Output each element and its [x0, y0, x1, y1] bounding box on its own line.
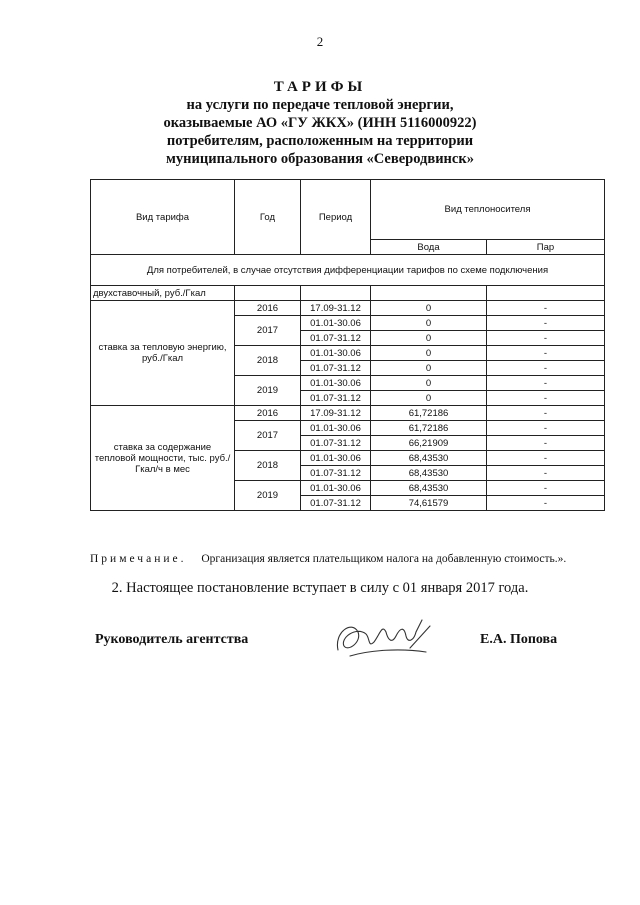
period-cell: 01.07-31.12	[301, 361, 371, 376]
year-cell: 2019	[235, 481, 301, 511]
period-cell: 17.09-31.12	[301, 301, 371, 316]
water-cell: 0	[371, 316, 487, 331]
year-cell: 2016	[235, 406, 301, 421]
steam-cell: -	[487, 301, 605, 316]
year-cell: 2017	[235, 421, 301, 451]
tariffs-table	[90, 179, 605, 511]
note	[90, 553, 610, 565]
effective-date-clause: 2. Настоящее постановление вступает в силу с 01 января 2017 года.	[111, 580, 529, 596]
period-cell: 17.09-31.12	[301, 406, 371, 421]
steam-cell: -	[487, 496, 605, 511]
title-line-4: муниципального образования «Северодвинск»	[166, 151, 474, 167]
signatory-name: Е.А. Попова	[480, 632, 558, 647]
header-year: Год	[235, 180, 301, 255]
water-cell: 61,72186	[371, 406, 487, 421]
empty-cell	[301, 286, 371, 301]
page-number: 2	[316, 34, 324, 49]
note-text: Организация является плательщиком налога на добавленную стоимость.».	[201, 553, 567, 565]
period-cell: 01.01-30.06	[301, 451, 371, 466]
steam-cell: -	[487, 451, 605, 466]
period-cell: 01.07-31.12	[301, 331, 371, 346]
title-line-1: на услуги по передаче тепловой энергии,	[186, 97, 454, 113]
table-row	[91, 406, 605, 421]
period-cell: 01.01-30.06	[301, 376, 371, 391]
title-line-2: оказываемые АО «ГУ ЖКХ» (ИНН 5116000922)	[163, 115, 477, 131]
water-cell: 68,43530	[371, 481, 487, 496]
steam-cell: -	[487, 436, 605, 451]
year-cell: 2019	[235, 376, 301, 406]
title-line-3: потребителям, расположенным на территории	[166, 133, 474, 149]
document-title	[60, 78, 580, 168]
steam-cell: -	[487, 406, 605, 421]
period-cell: 01.07-31.12	[301, 436, 371, 451]
water-cell: 0	[371, 361, 487, 376]
note-label: Примечание.	[90, 553, 187, 565]
header-water: Вода	[371, 240, 487, 255]
year-cell: 2018	[235, 451, 301, 481]
header-period: Период	[301, 180, 371, 255]
steam-cell: -	[487, 316, 605, 331]
period-cell: 01.07-31.12	[301, 466, 371, 481]
period-cell: 01.07-31.12	[301, 496, 371, 511]
period-cell: 01.01-30.06	[301, 346, 371, 361]
water-cell: 0	[371, 346, 487, 361]
steam-cell: -	[487, 376, 605, 391]
two-part-label: двухставочный, руб./Гкал	[91, 286, 235, 301]
steam-cell: -	[487, 421, 605, 436]
header-carrier: Вид теплоносителя	[371, 180, 605, 240]
water-cell: 0	[371, 331, 487, 346]
period-cell: 01.07-31.12	[301, 391, 371, 406]
title-main: ТАРИФЫ	[273, 79, 367, 95]
steam-cell: -	[487, 361, 605, 376]
empty-cell	[371, 286, 487, 301]
table-row	[91, 301, 605, 316]
water-cell: 0	[371, 391, 487, 406]
section-label: ставка за тепловую энергию, руб./Гкал	[91, 301, 235, 406]
empty-cell	[235, 286, 301, 301]
period-cell: 01.01-30.06	[301, 316, 371, 331]
steam-cell: -	[487, 391, 605, 406]
header-steam: Пар	[487, 240, 605, 255]
steam-cell: -	[487, 331, 605, 346]
water-cell: 0	[371, 376, 487, 391]
handwritten-signature	[330, 612, 440, 662]
header-tariff-type: Вид тарифа	[91, 180, 235, 255]
empty-cell	[487, 286, 605, 301]
period-cell: 01.01-30.06	[301, 481, 371, 496]
steam-cell: -	[487, 466, 605, 481]
year-cell: 2017	[235, 316, 301, 346]
water-cell: 0	[371, 301, 487, 316]
water-cell: 68,43530	[371, 451, 487, 466]
section-label: ставка за содержание тепловой мощности, тыс. руб./Гкал/ч в мес	[91, 406, 235, 511]
group-label: Для потребителей, в случае отсутствия дифференциации тарифов по схеме подключения	[91, 255, 605, 286]
steam-cell: -	[487, 481, 605, 496]
year-cell: 2018	[235, 346, 301, 376]
signatory-title: Руководитель агентства	[95, 632, 249, 647]
water-cell: 68,43530	[371, 466, 487, 481]
year-cell: 2016	[235, 301, 301, 316]
water-cell: 66,21909	[371, 436, 487, 451]
water-cell: 74,61579	[371, 496, 487, 511]
steam-cell: -	[487, 346, 605, 361]
period-cell: 01.01-30.06	[301, 421, 371, 436]
water-cell: 61,72186	[371, 421, 487, 436]
